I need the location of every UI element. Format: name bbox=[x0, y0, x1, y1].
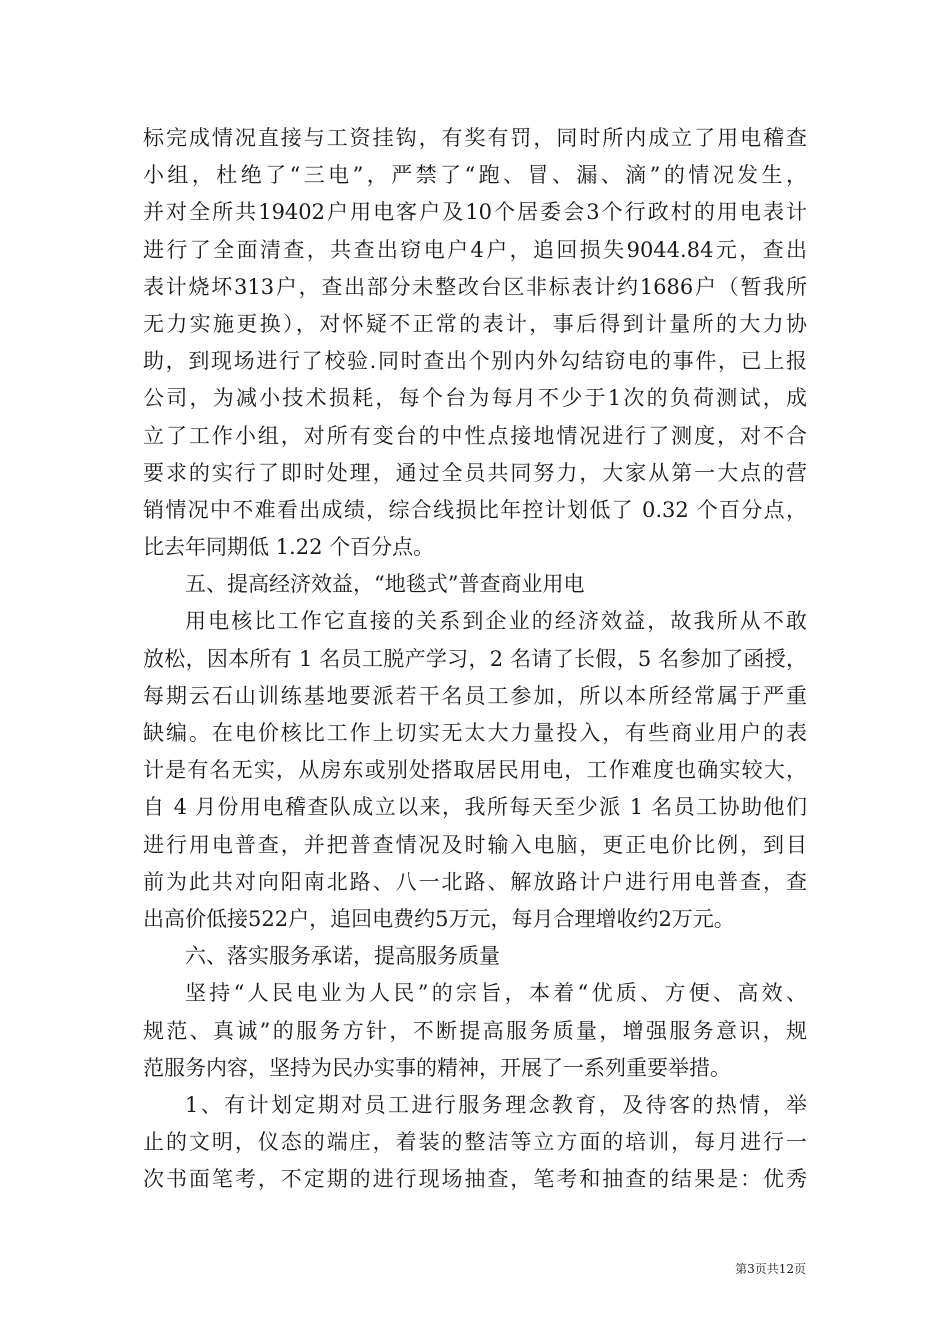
text-line: 自 4 月份用电稽查队成立以来，我所每天至少派 1 名员工协助他们 bbox=[143, 795, 807, 820]
text-line: 缺编。在电价核比工作上切实无太大力量投入，有些商业用户的表 bbox=[143, 721, 807, 745]
text-line: 每期云石山训练基地要派若干名员工参加，所以本所经常属于严重 bbox=[143, 683, 807, 708]
text-line: 销情况中不难看出成绩，综合线损比年控计划低了 0.32 个百分点， bbox=[143, 497, 807, 522]
text-line: 前为此共对向阳南北路、八一北路、解放路计户进行用电普查，查 bbox=[143, 869, 807, 894]
text-line: 立了工作小组，对所有变台的中性点接地情况进行了测度，对不合 bbox=[143, 423, 807, 448]
text-line: 坚持“人民电业为人民”的宗旨，本着“优质、方便、高效、 bbox=[185, 981, 807, 1006]
text-line: 五、提高经济效益，“地毯式”普查商业用电 bbox=[185, 572, 585, 597]
text-line: 要求的实行了即时处理，通过全员共同努力，大家从第一大点的营 bbox=[143, 460, 807, 485]
page-footer: 第3页共12页 bbox=[735, 1262, 806, 1276]
text-line: 标完成情况直接与工资挂钩，有奖有罚，同时所内成立了用电稽查 bbox=[143, 126, 807, 150]
text-line: 并对全所共19402户用电客户及10个居委会3个行政村的用电表计 bbox=[143, 200, 807, 225]
text-line: 进行了全面清查，共查出窃电户4户，追回损失9044.84元，查出 bbox=[143, 237, 807, 262]
text-line: 止的文明，仪态的端庄，着装的整洁等立方面的培训，每月进行一 bbox=[143, 1130, 807, 1155]
text-line: 范服务内容，坚持为民办实事的精神，开展了一系列重要举措。 bbox=[143, 1055, 731, 1080]
text-line: 规范、真诚”的服务方针，不断提高服务质量，增强服务意识，规 bbox=[143, 1018, 807, 1043]
text-line: 进行用电普查，并把普查情况及时输入电脑，更正电价比例，到目 bbox=[143, 832, 807, 857]
body-text bbox=[143, 120, 807, 1198]
text-line: 表计烧坏313户，查出部分未整改台区非标表计约1686户（暂我所 bbox=[143, 274, 807, 299]
text-line: 放松，因本所有 1 名员工脱产学习，2 名请了长假，5 名参加了函授， bbox=[143, 646, 807, 671]
text-line: 无力实施更换），对怀疑不正常的表计，事后得到计量所的大力协 bbox=[143, 311, 807, 336]
text-line: 比去年同期低 1.22 个百分点。 bbox=[143, 535, 435, 560]
text-line: 六、落实服务承诺，提高服务质量 bbox=[185, 944, 500, 969]
text-line: 用电核比工作它直接的关系到企业的经济效益，故我所从不敢 bbox=[185, 609, 807, 634]
text-line: 1、有计划定期对员工进行服务理念教育，及待客的热情，举 bbox=[185, 1092, 807, 1117]
text-line: 次书面笔考，不定期的进行现场抽查，笔考和抽查的结果是：优秀 bbox=[143, 1167, 807, 1192]
text-line: 小组，杜绝了“三电”，严禁了“跑、冒、漏、滴”的情况发生， bbox=[143, 163, 807, 188]
text-line: 助，到现场进行了校验.同时查出个别内外勾结窃电的事件，已上报 bbox=[143, 349, 807, 374]
text-line: 公司，为减小技术损耗，每个台为每月不少于1次的负荷测试，成 bbox=[143, 386, 807, 411]
text-line: 出高价低接522户，追回电费约5万元，每月合理增收约2万元。 bbox=[143, 906, 735, 931]
text-line: 计是有名无实，从房东或别处搭取居民用电，工作难度也确实较大， bbox=[143, 758, 807, 783]
